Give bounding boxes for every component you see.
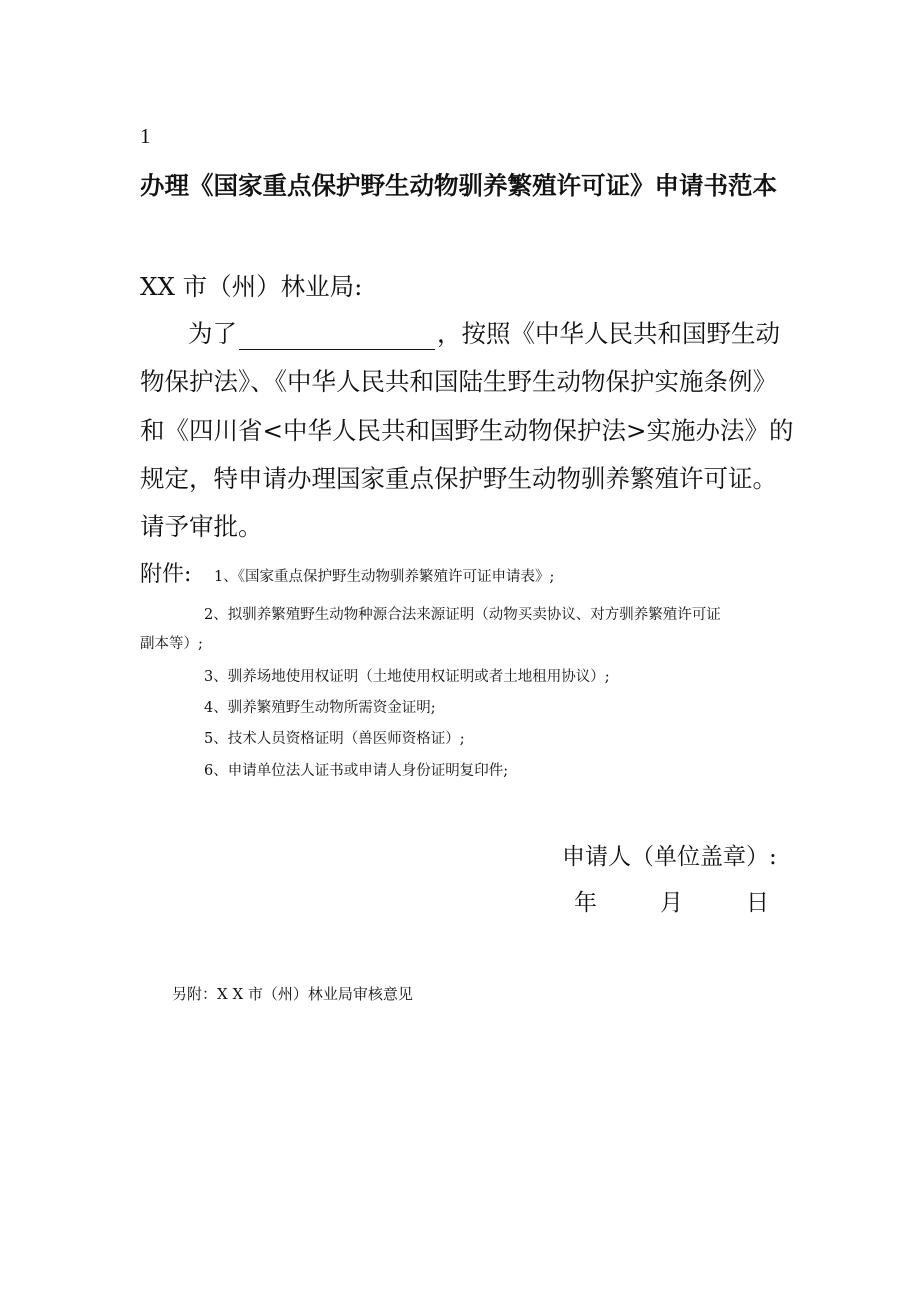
body-line-1 [140,315,780,350]
body-line-2: 物保护法》、《中华人民共和国陆生野生动物保护实施条例》 [140,367,777,396]
attachment-item-3: 3、驯养场地使用权证明（土地使用权证明或者土地租用协议）; [204,669,610,685]
attachment-item-4: 4、驯养繁殖野生动物所需资金证明; [204,700,436,716]
date-year: 年 [574,890,597,916]
appendix-note: 另附：X X 市（州）林业局审核意见 [172,985,413,1003]
body-line-3: 和《四川省<中华人民共和国野生动物保护法>实施办法》的 [140,416,794,445]
attachment-item-5: 5、技术人员资格证明（兽医师资格证）; [204,731,465,747]
body-line-1-suffix: ，按照《中华人民共和国野生动 [437,319,780,348]
body-line-1-prefix: 为了 [188,319,237,348]
page-number: 1 [140,124,151,148]
attachments-label: 附件: [140,562,192,587]
applicant-signature-label: 申请人（单位盖章）: [562,844,777,870]
date-day: 日 [746,890,769,916]
addressee: XX 市（州）林业局: [140,272,363,301]
document-title: 办理《国家重点保护野生动物驯养繁殖许可证》申请书范本 [140,171,777,200]
attachment-item-1: 1、《国家重点保护野生动物驯养繁殖许可证申请表》; [214,569,555,585]
fill-in-blank [239,321,435,350]
attachment-item-2-continued: 副本等）; [140,636,203,652]
date-month: 月 [660,890,683,916]
attachment-item-6: 6、申请单位法人证书或申请人身份证明复印件; [204,763,509,779]
body-line-4: 规定，特申请办理国家重点保护野生动物驯养繁殖许可证。 [140,464,777,493]
body-line-5: 请予审批。 [140,512,263,541]
attachment-item-2: 2、拟驯养繁殖野生动物种源合法来源证明（动物买卖协议、对方驯养繁殖许可证 [204,607,721,623]
